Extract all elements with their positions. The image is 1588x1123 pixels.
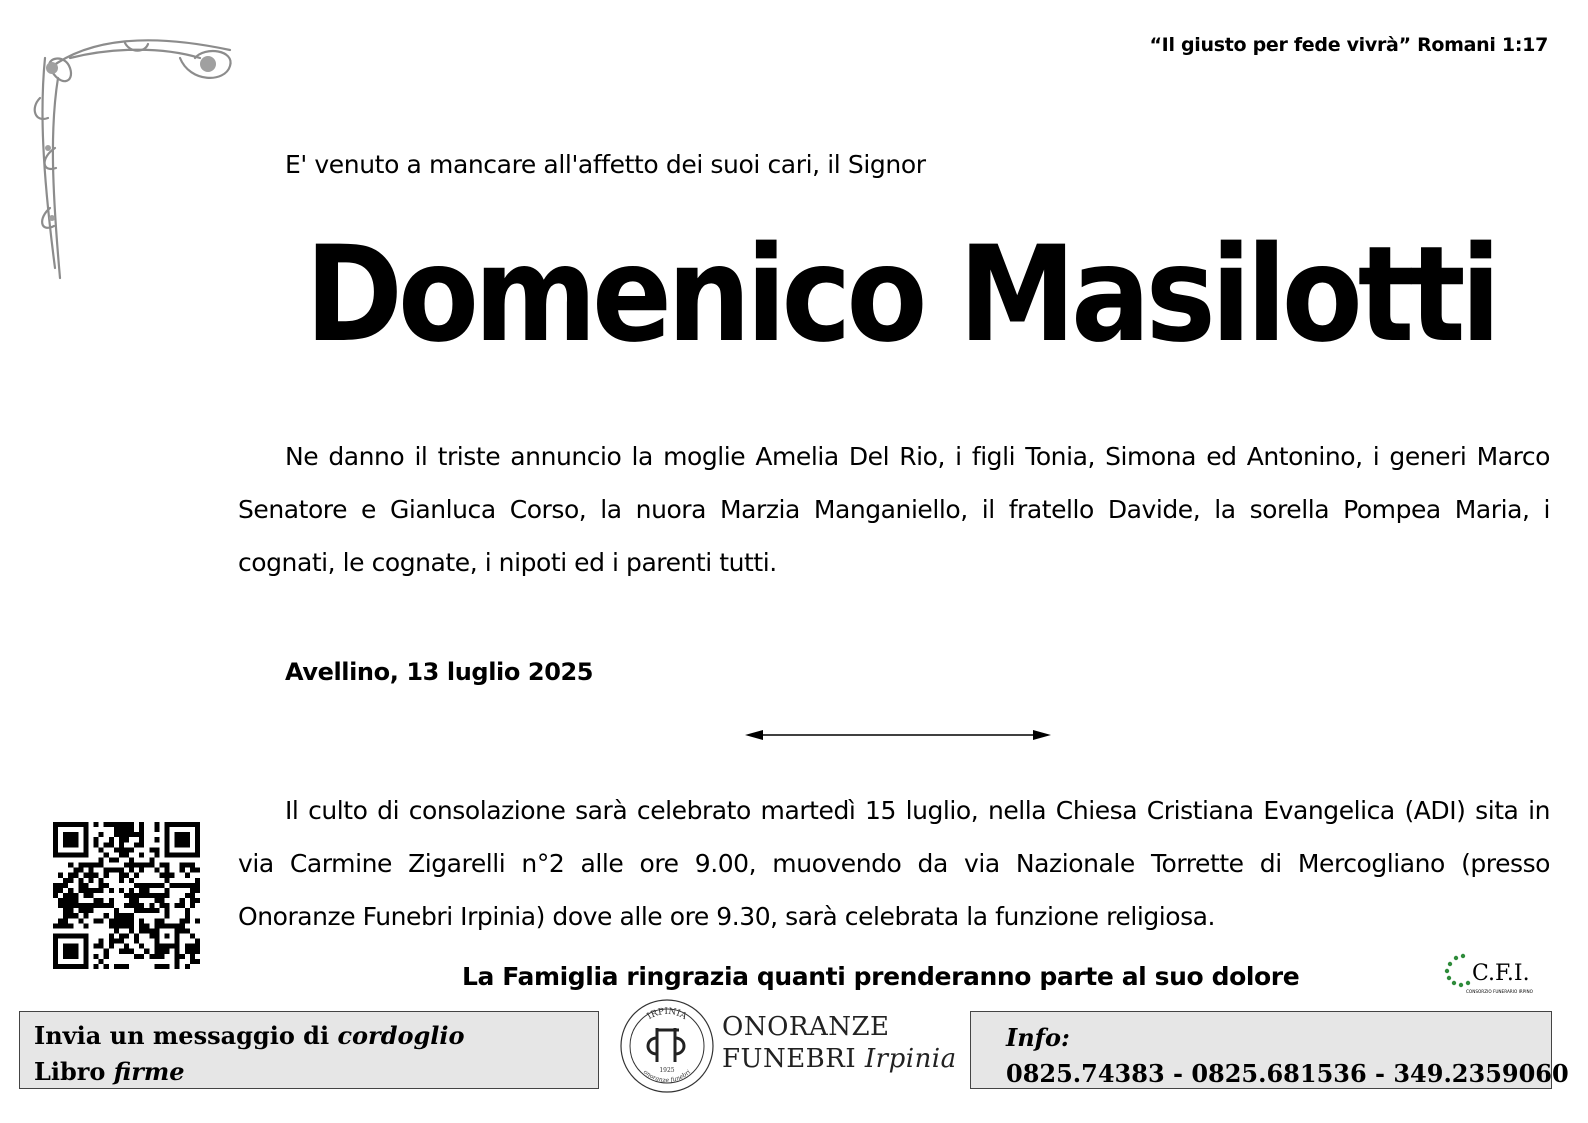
agency-name	[722, 1011, 957, 1075]
service-paragraph: Il culto di consolazione sarà celebrato martedì 15 luglio, nella Chiesa Cristiana Evangelica (ADI) sita in via Carmine Zigarelli n°2 alle ore 9.00, muovendo da via Nazionale Torrette di Mercogliano (presso Onoranze Funebri Irpinia) dove alle ore 9.30, sarà celebrata la funzione religiosa.	[238, 796, 1550, 931]
announcement-paragraph: Ne danno il triste annuncio la moglie Amelia Del Rio, i figli Tonia, Simona ed Antonino, i generi Marco Senatore e Gianluca Corso, la nuora Marzia Manganiello, il fratello Davide, la sorella Pompea Maria, i cognati, le cognate, i nipoti ed i parenti tutti.	[238, 442, 1550, 577]
phone-numbers[interactable]: 0825.74383 - 0825.681536 - 349.2359060	[1006, 1059, 1569, 1088]
cfi-logo	[1442, 948, 1542, 996]
seal-year: 1925	[659, 1067, 675, 1074]
intro-text: E' venuto a mancare all'affetto dei suoi cari, il Signor	[285, 150, 926, 179]
agency-name-line2	[722, 1043, 957, 1075]
cfi-logo-subtext: CONSORZIO FUNERARIO IRPINO	[1466, 989, 1533, 994]
agency-name-prefix: FUNEBRI	[722, 1044, 865, 1074]
seal-top-text: IRPINIA	[645, 1006, 689, 1022]
guestbook-emphasis: firme	[113, 1057, 185, 1086]
scripture-quote: “Il giusto per fede vivrà” Romani 1:17	[1149, 34, 1548, 56]
place-date: Avellino, 13 luglio 2025	[285, 658, 594, 686]
info-box	[970, 1011, 1569, 1089]
qr-code[interactable]	[53, 822, 200, 969]
send-condolence-label: Invia un messaggio di	[34, 1021, 338, 1050]
info-label: Info:	[1006, 1023, 1070, 1052]
send-condolence-emphasis: cordoglio	[337, 1021, 465, 1050]
agency-name-line1: ONORANZE	[722, 1012, 890, 1042]
corner-ornament-icon	[30, 28, 245, 288]
family-thanks: La Famiglia ringrazia quanti prenderanno parte al suo dolore	[462, 962, 1300, 991]
guestbook-label: Libro	[34, 1057, 114, 1086]
seal-bottom-text: onoranze funebri	[641, 1068, 693, 1085]
send-condolence-link[interactable]	[34, 1018, 598, 1054]
deceased-name: Domenico Masilotti	[305, 216, 1497, 372]
double-arrow-divider-icon	[743, 726, 1053, 744]
guestbook-link[interactable]	[34, 1054, 598, 1090]
cfi-logo-text: C.F.I.	[1472, 961, 1530, 986]
agency-name-emphasis: Irpinia	[864, 1044, 957, 1074]
agency-seal-logo	[617, 996, 717, 1096]
condolence-box[interactable]	[19, 1011, 599, 1089]
